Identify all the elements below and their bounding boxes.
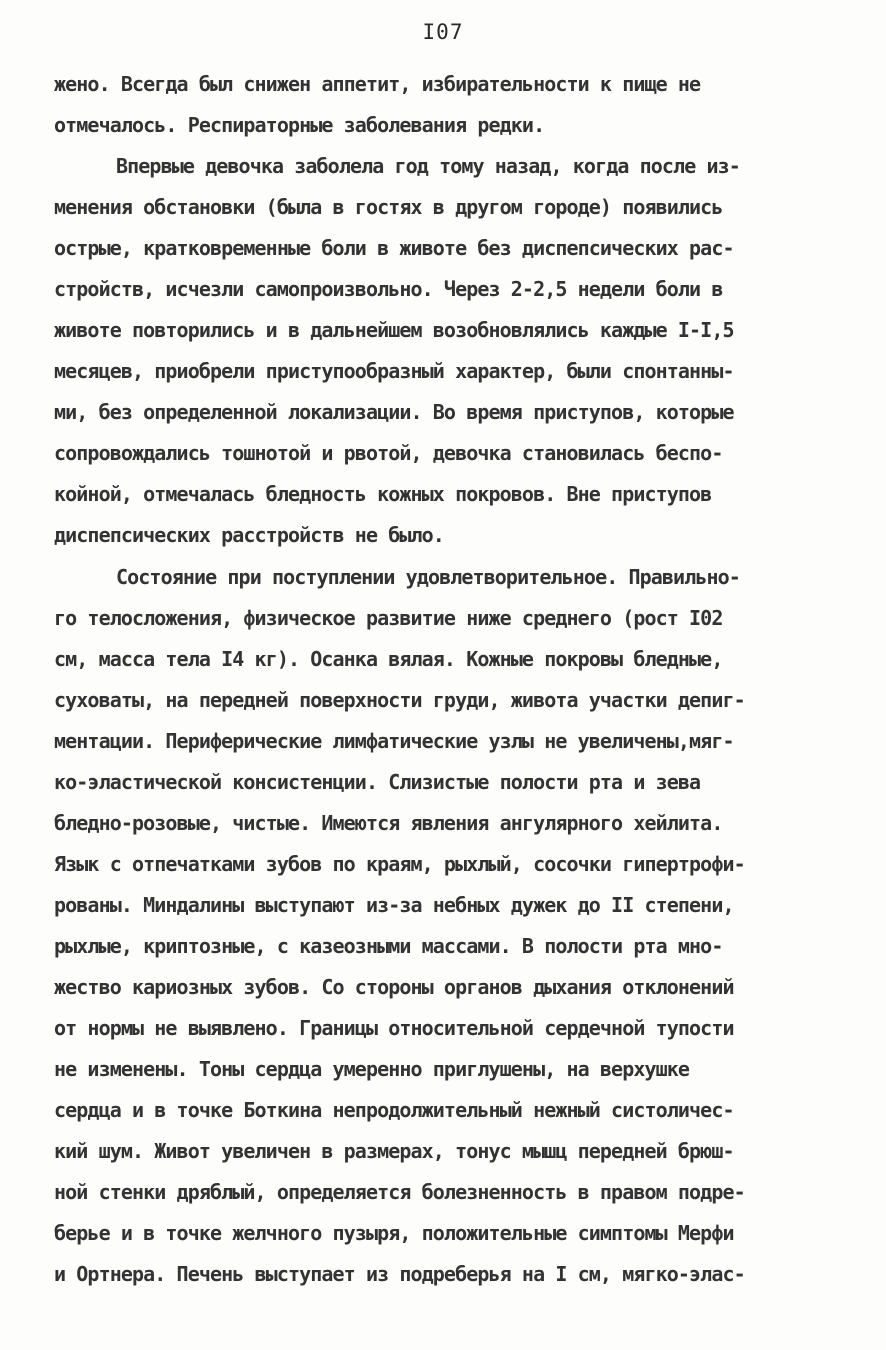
text-line: бледно-розовые, чистые. Имеются явления ангулярного хейлита. [54, 811, 723, 835]
text-line: отмечалось. Респираторные заболевания редки. [54, 113, 545, 137]
text-line: диспепсических расстройств не было. [54, 523, 444, 547]
text-line: ми, без определенной локализации. Во время приступов, которые [54, 400, 734, 424]
text-line: ко-эластической консистенции. Слизистые полости рта и зева [54, 770, 701, 794]
text-line: сопровождались тошнотой и рвотой, девочка становилась беспо- [54, 441, 723, 465]
text-line: стройств, исчезли самопроизвольно. Через 2-2,5 недели боли в [54, 277, 723, 301]
text-line: ной стенки дряблый, определяется болезненность в правом подре- [54, 1180, 745, 1204]
text-line: рыхлые, криптозные, с казеозными массами. В полости рта мно- [54, 934, 723, 958]
text-line: сердца и в точке Боткина непродолжительный нежный систоличес- [54, 1098, 734, 1122]
text-line: го телосложения, физическое развитие ниже среднего (рост I02 [54, 606, 723, 630]
text-line: ментации. Периферические лимфатические узлы не увеличены,мяг- [54, 729, 734, 753]
text-line: острые, кратковременные боли в животе без диспепсических рас- [54, 236, 734, 260]
text-line: рованы. Миндалины выступают из-за небных дужек до II степени, [54, 893, 734, 917]
text-line: берье и в точке желчного пузыря, положительные симптомы Мерфи [54, 1221, 734, 1245]
text-line: животе повторились и в дальнейшем возобновлялись каждые I-I,5 [54, 318, 734, 342]
text-line: суховаты, на передней поверхности груди, живота участки депиг- [54, 688, 745, 712]
paragraph-start-line: Впервые девочка заболела год тому назад, когда после из- [116, 154, 740, 178]
text-line: Язык с отпечатками зубов по краям, рыхлый, сосочки гипертрофи- [54, 852, 745, 876]
text-line: от нормы не выявлено. Границы относительной сердечной тупости [54, 1016, 734, 1040]
text-line: койной, отмечалась бледность кожных покровов. Вне приступов [54, 482, 712, 506]
text-line: не изменены. Тоны сердца умеренно приглушены, на верхушке [54, 1057, 690, 1081]
text-line: месяцев, приобрели приступообразный характер, были спонтанны- [54, 359, 734, 383]
paragraph-start-line: Состояние при поступлении удовлетворительное. Правильно- [116, 565, 740, 589]
text-line: менения обстановки (была в гостях в другом городе) появились [54, 195, 723, 219]
text-line: и Ортнера. Печень выступает из подреберья на I см, мягко-элас- [54, 1262, 745, 1286]
text-line: жено. Всегда был снижен аппетит, избирательности к пище не [54, 72, 701, 96]
text-line: жество кариозных зубов. Со стороны органов дыхания отклонений [54, 975, 734, 999]
text-line: кий шум. Живот увеличен в размерах, тонус мышц передней брюш- [54, 1139, 734, 1163]
page-number: I07 [422, 20, 464, 44]
text-line: см, масса тела I4 кг). Осанка вялая. Кожные покровы бледные, [54, 647, 723, 671]
